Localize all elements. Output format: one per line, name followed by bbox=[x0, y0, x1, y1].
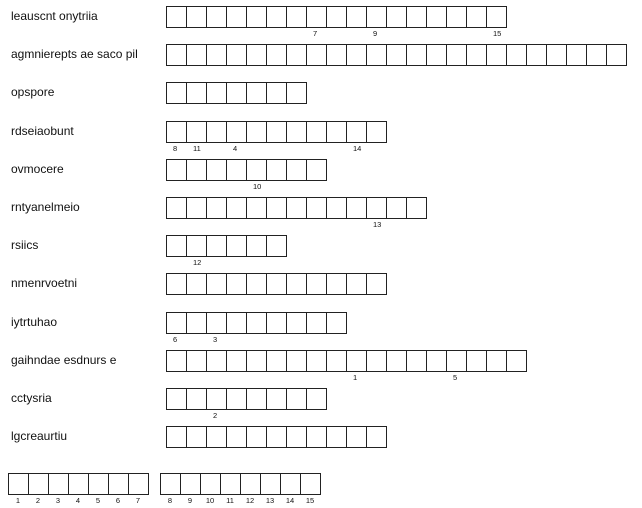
letter-cell[interactable] bbox=[226, 6, 247, 28]
letter-cell[interactable] bbox=[466, 44, 487, 66]
letter-cell[interactable] bbox=[506, 350, 527, 372]
letter-cell[interactable] bbox=[426, 350, 447, 372]
letter-cell[interactable] bbox=[166, 197, 187, 219]
cell-number: 8 bbox=[173, 144, 178, 153]
letter-cell[interactable] bbox=[366, 350, 387, 372]
letter-cell[interactable] bbox=[206, 44, 227, 66]
cell-number: 7 bbox=[313, 29, 318, 38]
letter-cell[interactable] bbox=[326, 350, 347, 372]
letter-cell[interactable] bbox=[366, 44, 387, 66]
key-cell[interactable] bbox=[180, 473, 201, 495]
letter-cell[interactable] bbox=[326, 197, 347, 219]
letter-cell[interactable] bbox=[226, 197, 247, 219]
letter-cell[interactable] bbox=[166, 44, 187, 66]
letter-cell[interactable] bbox=[246, 350, 267, 372]
letter-cell[interactable] bbox=[186, 159, 207, 181]
letter-cell[interactable] bbox=[406, 44, 427, 66]
letter-cell[interactable] bbox=[386, 197, 407, 219]
cell-number: 13 bbox=[373, 220, 382, 229]
key-number: 13 bbox=[265, 496, 275, 505]
letter-cell[interactable] bbox=[486, 6, 507, 28]
cell-number: 9 bbox=[373, 29, 378, 38]
cell-number: 3 bbox=[213, 335, 218, 344]
letter-cell[interactable] bbox=[346, 197, 367, 219]
letter-cell[interactable] bbox=[326, 6, 347, 28]
letter-cell[interactable] bbox=[166, 235, 187, 257]
letter-cell[interactable] bbox=[246, 312, 267, 334]
cell-number: 14 bbox=[353, 144, 362, 153]
answer-row bbox=[166, 121, 387, 142]
letter-cell[interactable] bbox=[306, 6, 327, 28]
letter-cell[interactable] bbox=[166, 312, 187, 334]
cell-number: 5 bbox=[453, 373, 458, 382]
cell-number: 15 bbox=[493, 29, 502, 38]
key-number: 4 bbox=[75, 496, 81, 505]
cell-number: 11 bbox=[193, 144, 201, 153]
letter-cell[interactable] bbox=[386, 6, 407, 28]
letter-cell[interactable] bbox=[226, 159, 247, 181]
key-number: 11 bbox=[226, 496, 234, 505]
answer-row bbox=[166, 388, 327, 409]
letter-cell[interactable] bbox=[266, 273, 287, 295]
letter-cell[interactable] bbox=[266, 312, 287, 334]
letter-cell[interactable] bbox=[346, 6, 367, 28]
letter-cell[interactable] bbox=[306, 159, 327, 181]
answer-row bbox=[166, 6, 507, 27]
letter-cell[interactable] bbox=[246, 426, 267, 448]
key-number: 14 bbox=[285, 496, 295, 505]
key-number: 7 bbox=[135, 496, 141, 505]
letter-cell[interactable] bbox=[406, 6, 427, 28]
letter-cell[interactable] bbox=[486, 44, 507, 66]
letter-cell[interactable] bbox=[186, 197, 207, 219]
letter-cell[interactable] bbox=[286, 388, 307, 410]
letter-cell[interactable] bbox=[246, 82, 267, 104]
letter-cell[interactable] bbox=[446, 350, 467, 372]
answer-row bbox=[166, 159, 327, 180]
letter-cell[interactable] bbox=[266, 6, 287, 28]
letter-cell[interactable] bbox=[306, 44, 327, 66]
clue-text: agmnierepts ae saco pil bbox=[11, 47, 138, 61]
letter-cell[interactable] bbox=[266, 350, 287, 372]
letter-cell[interactable] bbox=[166, 82, 187, 104]
letter-cell[interactable] bbox=[366, 121, 387, 143]
letter-cell[interactable] bbox=[426, 6, 447, 28]
key-cell[interactable] bbox=[260, 473, 281, 495]
letter-cell[interactable] bbox=[586, 44, 607, 66]
letter-cell[interactable] bbox=[506, 44, 527, 66]
letter-cell[interactable] bbox=[206, 121, 227, 143]
letter-cell[interactable] bbox=[466, 6, 487, 28]
letter-cell[interactable] bbox=[226, 82, 247, 104]
answer-row bbox=[166, 312, 347, 333]
key-cell[interactable] bbox=[160, 473, 181, 495]
letter-cell[interactable] bbox=[286, 44, 307, 66]
answer-row bbox=[166, 197, 427, 218]
letter-cell[interactable] bbox=[266, 388, 287, 410]
key-number: 9 bbox=[187, 496, 193, 505]
letter-cell[interactable] bbox=[346, 121, 367, 143]
letter-cell[interactable] bbox=[286, 312, 307, 334]
answer-key-group1 bbox=[8, 473, 149, 494]
letter-cell[interactable] bbox=[286, 350, 307, 372]
key-number: 15 bbox=[305, 496, 315, 505]
letter-cell[interactable] bbox=[226, 273, 247, 295]
answer-row bbox=[166, 44, 627, 65]
key-cell[interactable] bbox=[108, 473, 129, 495]
letter-cell[interactable] bbox=[266, 426, 287, 448]
answer-row bbox=[166, 273, 387, 294]
letter-cell[interactable] bbox=[446, 6, 467, 28]
letter-cell[interactable] bbox=[166, 273, 187, 295]
letter-cell[interactable] bbox=[266, 197, 287, 219]
letter-cell[interactable] bbox=[226, 388, 247, 410]
letter-cell[interactable] bbox=[246, 388, 267, 410]
key-number: 8 bbox=[167, 496, 173, 505]
clue-text: rntyanelmeio bbox=[11, 200, 80, 214]
letter-cell[interactable] bbox=[206, 350, 227, 372]
letter-cell[interactable] bbox=[286, 197, 307, 219]
letter-cell[interactable] bbox=[206, 6, 227, 28]
letter-cell[interactable] bbox=[266, 159, 287, 181]
letter-cell[interactable] bbox=[466, 350, 487, 372]
letter-cell[interactable] bbox=[186, 6, 207, 28]
letter-cell[interactable] bbox=[226, 235, 247, 257]
clue-text: opspore bbox=[11, 85, 55, 99]
answer-row bbox=[166, 350, 527, 371]
key-cell[interactable] bbox=[220, 473, 241, 495]
letter-cell[interactable] bbox=[306, 350, 327, 372]
letter-cell[interactable] bbox=[286, 82, 307, 104]
letter-cell[interactable] bbox=[206, 82, 227, 104]
answer-key-group2 bbox=[160, 473, 321, 494]
cell-number: 10 bbox=[253, 182, 262, 191]
letter-cell[interactable] bbox=[206, 235, 227, 257]
letter-cell[interactable] bbox=[286, 159, 307, 181]
letter-cell[interactable] bbox=[246, 121, 267, 143]
letter-cell[interactable] bbox=[346, 273, 367, 295]
letter-cell[interactable] bbox=[306, 197, 327, 219]
key-number: 5 bbox=[95, 496, 101, 505]
clue-text: iytrtuhao bbox=[11, 315, 58, 329]
letter-cell[interactable] bbox=[366, 197, 387, 219]
key-cell[interactable] bbox=[128, 473, 149, 495]
letter-cell[interactable] bbox=[226, 121, 247, 143]
letter-cell[interactable] bbox=[326, 426, 347, 448]
key-cell[interactable] bbox=[88, 473, 109, 495]
answer-row bbox=[166, 235, 287, 256]
cell-number: 2 bbox=[213, 411, 218, 420]
letter-cell[interactable] bbox=[286, 426, 307, 448]
key-number: 3 bbox=[55, 496, 61, 505]
letter-cell[interactable] bbox=[206, 197, 227, 219]
key-cell[interactable] bbox=[300, 473, 321, 495]
cell-number: 12 bbox=[193, 258, 202, 267]
letter-cell[interactable] bbox=[166, 388, 187, 410]
letter-cell[interactable] bbox=[426, 44, 447, 66]
letter-cell[interactable] bbox=[166, 159, 187, 181]
letter-cell[interactable] bbox=[366, 426, 387, 448]
letter-cell[interactable] bbox=[286, 273, 307, 295]
cell-number: 4 bbox=[233, 144, 238, 153]
letter-cell[interactable] bbox=[226, 312, 247, 334]
letter-cell[interactable] bbox=[546, 44, 567, 66]
letter-cell[interactable] bbox=[326, 121, 347, 143]
clue-text: ovmocere bbox=[11, 162, 64, 176]
letter-cell[interactable] bbox=[406, 197, 427, 219]
letter-cell[interactable] bbox=[606, 44, 627, 66]
letter-cell[interactable] bbox=[266, 235, 287, 257]
letter-cell[interactable] bbox=[306, 273, 327, 295]
clue-text: rsiics bbox=[11, 238, 39, 252]
letter-cell[interactable] bbox=[326, 44, 347, 66]
letter-cell[interactable] bbox=[486, 350, 507, 372]
answer-row bbox=[166, 82, 307, 103]
letter-cell[interactable] bbox=[386, 44, 407, 66]
key-number: 10 bbox=[205, 496, 215, 505]
letter-cell[interactable] bbox=[246, 197, 267, 219]
letter-cell[interactable] bbox=[526, 44, 547, 66]
clue-text: nmenrvoetni bbox=[11, 276, 78, 290]
clue-text: gaihndae esdnurs e bbox=[11, 353, 117, 367]
key-cell[interactable] bbox=[280, 473, 301, 495]
clue-text: rdseiaobunt bbox=[11, 124, 74, 138]
letter-cell[interactable] bbox=[366, 6, 387, 28]
letter-cell[interactable] bbox=[186, 312, 207, 334]
letter-cell[interactable] bbox=[266, 44, 287, 66]
key-cell[interactable] bbox=[200, 473, 221, 495]
letter-cell[interactable] bbox=[306, 312, 327, 334]
letter-cell[interactable] bbox=[446, 44, 467, 66]
letter-cell[interactable] bbox=[386, 350, 407, 372]
letter-cell[interactable] bbox=[186, 426, 207, 448]
key-number: 12 bbox=[245, 496, 255, 505]
key-cell[interactable] bbox=[8, 473, 29, 495]
key-cell[interactable] bbox=[240, 473, 261, 495]
letter-cell[interactable] bbox=[326, 312, 347, 334]
cell-number: 1 bbox=[353, 373, 358, 382]
letter-cell[interactable] bbox=[246, 235, 267, 257]
letter-cell[interactable] bbox=[346, 44, 367, 66]
clue-text: leauscnt onytriia bbox=[11, 9, 98, 23]
key-cell[interactable] bbox=[48, 473, 69, 495]
letter-cell[interactable] bbox=[246, 44, 267, 66]
cell-number: 6 bbox=[173, 335, 178, 344]
letter-cell[interactable] bbox=[186, 273, 207, 295]
clue-text: lgcreaurtiu bbox=[11, 429, 68, 443]
letter-cell[interactable] bbox=[186, 82, 207, 104]
letter-cell[interactable] bbox=[566, 44, 587, 66]
letter-cell[interactable] bbox=[246, 6, 267, 28]
letter-cell[interactable] bbox=[266, 121, 287, 143]
letter-cell[interactable] bbox=[166, 6, 187, 28]
letter-cell[interactable] bbox=[166, 426, 187, 448]
letter-cell[interactable] bbox=[406, 350, 427, 372]
letter-cell[interactable] bbox=[206, 312, 227, 334]
letter-cell[interactable] bbox=[206, 273, 227, 295]
letter-cell[interactable] bbox=[266, 82, 287, 104]
letter-cell[interactable] bbox=[306, 426, 327, 448]
letter-cell[interactable] bbox=[246, 273, 267, 295]
key-cell[interactable] bbox=[68, 473, 89, 495]
letter-cell[interactable] bbox=[246, 159, 267, 181]
letter-cell[interactable] bbox=[186, 235, 207, 257]
letter-cell[interactable] bbox=[286, 121, 307, 143]
clue-text: cctysria bbox=[11, 391, 52, 405]
letter-cell[interactable] bbox=[286, 6, 307, 28]
letter-cell[interactable] bbox=[306, 388, 327, 410]
letter-cell[interactable] bbox=[306, 121, 327, 143]
letter-cell[interactable] bbox=[346, 350, 367, 372]
letter-cell[interactable] bbox=[366, 273, 387, 295]
letter-cell[interactable] bbox=[326, 273, 347, 295]
letter-cell[interactable] bbox=[206, 388, 227, 410]
letter-cell[interactable] bbox=[186, 350, 207, 372]
letter-cell[interactable] bbox=[206, 159, 227, 181]
letter-cell[interactable] bbox=[346, 426, 367, 448]
letter-cell[interactable] bbox=[186, 388, 207, 410]
letter-cell[interactable] bbox=[186, 44, 207, 66]
key-number: 6 bbox=[115, 496, 121, 505]
key-number: 1 bbox=[15, 496, 21, 505]
letter-cell[interactable] bbox=[226, 44, 247, 66]
key-number: 2 bbox=[35, 496, 41, 505]
letter-cell[interactable] bbox=[186, 121, 207, 143]
letter-cell[interactable] bbox=[226, 350, 247, 372]
answer-row bbox=[166, 426, 387, 447]
letter-cell[interactable] bbox=[226, 426, 247, 448]
letter-cell[interactable] bbox=[206, 426, 227, 448]
key-cell[interactable] bbox=[28, 473, 49, 495]
letter-cell[interactable] bbox=[166, 350, 187, 372]
letter-cell[interactable] bbox=[166, 121, 187, 143]
